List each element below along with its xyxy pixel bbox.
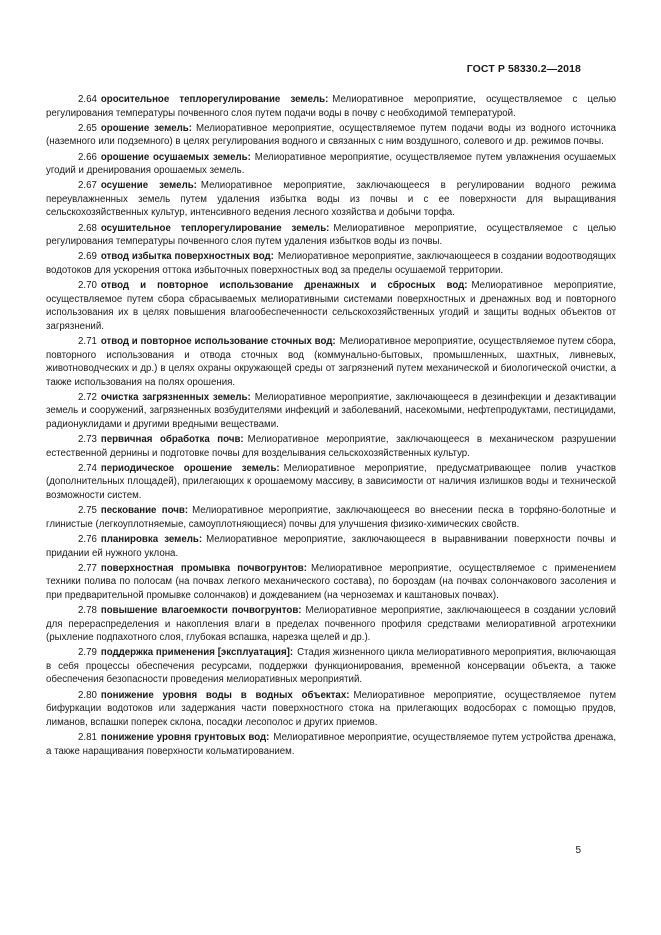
term-entry	[46, 689, 616, 730]
term-number: 2.65	[78, 122, 97, 134]
term-number: 2.69	[78, 251, 97, 263]
term-definition: Мелиоративное мероприятие, осуществляемое с целью регулирования температуры почвенного слоя путем подачи воды в почву с необходимой температурой.	[46, 94, 616, 119]
term-name: осушение земель:	[100, 180, 197, 192]
term-name: периодическое орошение земель:	[100, 462, 280, 474]
term-number: 2.68	[78, 222, 97, 234]
term-entry	[46, 391, 616, 432]
page-number: 5	[575, 845, 581, 856]
term-definition: Мелиоративное мероприятие, осуществляемое с целью регулирования температуры почвенного слоя путем удаления избытков воды из почвы.	[46, 222, 616, 248]
term-name: отвод избытка поверхностных вод:	[100, 251, 274, 263]
term-name: очистка загрязненных земель:	[100, 391, 251, 403]
term-entry	[46, 122, 616, 149]
term-entry	[46, 279, 616, 333]
term-entry	[46, 151, 616, 178]
term-definition: Мелиоративное мероприятие, заключающееся в дезинфекции и дезактивации земель и сооружений, загрязненных возбудителями инфекций и заболеваний, насекомыми, нефтепродуктами, пестицидами, радионуклидами и другими вредными веществами.	[46, 391, 616, 430]
terms-list	[46, 93, 616, 760]
term-entry	[46, 504, 616, 531]
term-entry	[46, 179, 616, 220]
term-number: 2.70	[78, 280, 97, 292]
term-name: отвод и повторное использование сточных вод:	[100, 336, 336, 348]
term-definition: Мелиоративное мероприятие, осуществляемое путем увлажнения осушаемых угодий и дренирования орошаемых земель.	[46, 151, 616, 177]
term-name: планировка земель:	[100, 534, 203, 546]
term-entry	[46, 646, 616, 687]
term-entry	[46, 731, 616, 758]
term-number: 2.80	[78, 689, 97, 701]
term-name: осушительное теплорегулирование земель:	[100, 222, 330, 234]
term-entry	[46, 533, 616, 560]
term-number: 2.75	[78, 505, 97, 517]
term-name: оросительное теплорегулирование земель:	[100, 94, 329, 105]
term-entry	[46, 562, 616, 603]
term-number: 2.77	[78, 562, 97, 574]
term-entry	[46, 604, 616, 645]
term-entry	[46, 250, 616, 277]
term-number: 2.78	[78, 605, 97, 617]
term-number: 2.64	[78, 94, 97, 105]
term-definition: Мелиоративное мероприятие, заключающееся в регулировании водного режима переувлажненных земель путем удаления избытка воды из почвы и с ее поверхности для выращивания сельскохозяйственных культур, интенсивного ведения лесного хозяйства и добычи торфа.	[46, 180, 616, 219]
term-number: 2.74	[78, 462, 97, 474]
term-name: отвод и повторное использование дренажных и сбросных вод:	[100, 280, 468, 292]
term-definition: Мелиоративное мероприятие, осуществляемое с применением техники полива по полосам (на почвах легкого механического состава), по бороздам (на почвах солончакового засоления и при предварительной промывке солончаков) и дождеванием (на черноземах и каштановых почвах).	[46, 562, 616, 601]
term-definition: Мелиоративное мероприятие, осуществляемое путем сбора сбрасываемых мелиоративными системами поверхностных и дренажных вод и повторного использования их в целях повышения влагообеспеченности сельскохозяйственных угодий и защиты водных объектов от загрязнений.	[46, 280, 616, 332]
term-definition: Мелиоративное мероприятие, заключающееся в создании условий для перераспределения и накопления влаги в пределах почвенного профиля средствами мелиоративной агротехники (рыхление подпахотного слоя, глубокая вспашка, нарезка щелей и др.).	[46, 605, 617, 644]
term-name: повышение влагоемкости почвогрунтов:	[100, 605, 302, 617]
term-entry	[46, 222, 616, 249]
term-name: поверхностная промывка почвогрунтов:	[100, 562, 307, 574]
term-definition: Мелиоративное мероприятие, осуществляемое путем бифуркации водотоков или задержания части поверхностного стока на прилегающих водосборах с помощью прудов, лиманов, вспашки поперек склона, посадки лесополос и других приемов.	[46, 689, 616, 728]
term-name: орошение земель:	[100, 122, 192, 134]
term-number: 2.72	[78, 391, 97, 403]
term-entry	[46, 433, 616, 460]
term-name: понижение уровня грунтовых вод:	[100, 732, 270, 744]
term-number: 2.79	[78, 647, 97, 659]
term-number: 2.76	[78, 534, 97, 546]
term-number: 2.71	[78, 336, 97, 348]
term-entry	[46, 93, 616, 120]
term-definition: Стадия жизненного цикла мелиоративного мероприятия, включающая в себя процессы обеспечения ресурсами, поддержки функционирования, временной консервации объекта, а также обеспечения безопасности проведения мелиоративных мероприятий.	[46, 647, 616, 686]
term-number: 2.67	[78, 180, 97, 192]
term-definition: Мелиоративное мероприятие, предусматривающее полив участков (дополнительных площадей), прилегающих к орошаемому массиву, в зависимости от наличия излишков воды и технической возможности систем.	[46, 462, 617, 501]
term-number: 2.66	[78, 151, 97, 163]
term-definition: Мелиоративное мероприятие, заключающееся в механическом разрушении естественной дернины и подготовке почвы для возделывания сельскохозяйственных культур.	[46, 434, 616, 459]
term-definition: Мелиоративное мероприятие, заключающееся во внесении песка в торфяно-болотные и глинистые (легкоуплотняемые, самоуплотняющиеся) почвы для улучшения физико-химических свойств.	[46, 505, 616, 530]
term-definition: Мелиоративное мероприятие, заключающееся в создании водоотводящих водотоков для ускорения оттока избыточных поверхностных вод за пределы осушаемой территории.	[46, 251, 616, 276]
term-name: первичная обработка почв:	[100, 434, 244, 446]
term-definition: Мелиоративное мероприятие, осуществляемое путем подачи воды из водного источника (наземного или подземного) в целях регулирования водного и связанных с ним воздушного, солевого и др. режимов почвы.	[46, 122, 617, 148]
term-definition: Мелиоративное мероприятие, заключающееся в выравнивании поверхности почвы и придании ей нужного уклона.	[46, 534, 616, 559]
term-name: пескование почв:	[100, 505, 189, 517]
term-entry	[46, 335, 616, 389]
term-name: поддержка применения [эксплуатация]:	[100, 647, 294, 659]
term-definition: Мелиоративное мероприятие, осуществляемое путем сбора, повторного использования и отвода сточных вод (коммунально-бытовых, промышленных, шахтных, ливневых, животноводческих и др.) в целях охраны окружающей среды от загрязнений путем механической и биологической очистки, а также использования на полях орошения.	[46, 336, 616, 388]
standard-designation: ГОСТ Р 58330.2—2018	[466, 63, 581, 75]
term-number: 2.81	[78, 732, 97, 744]
term-name: понижение уровня воды в водных объектах:	[100, 689, 350, 701]
term-number: 2.73	[78, 434, 97, 446]
term-name: орошение осушаемых земель:	[100, 151, 251, 163]
term-entry	[46, 462, 616, 503]
term-definition: Мелиоративное мероприятие, осуществляемое путем устройства дренажа, а также наращивания поверхности кольматированием.	[46, 732, 617, 757]
